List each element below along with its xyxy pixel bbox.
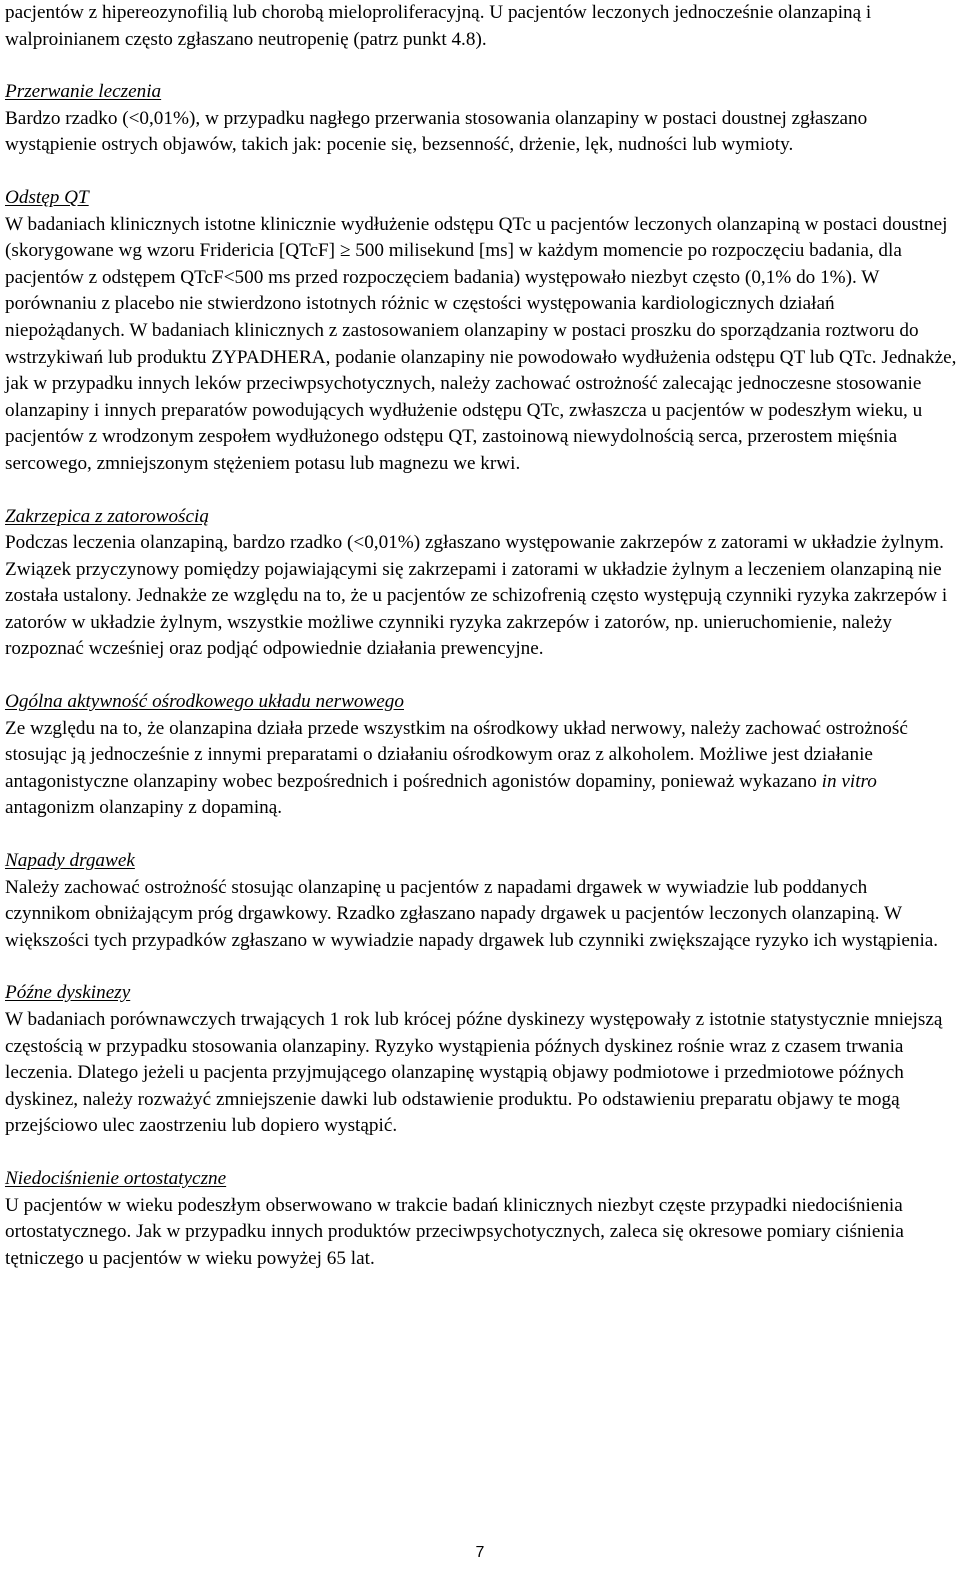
section-odstep-qt: [5, 185, 957, 478]
section-body: [5, 716, 957, 822]
section-ogolna-aktywnosc-oun: [5, 689, 957, 822]
section-heading: Niedociśnienie ortostatyczne: [5, 1167, 227, 1189]
intro-paragraph: pacjentów z hipereozynofilią lub chorobą mieloproliferacyjną. U pacjentów leczonych jednocześnie olanzapiną i walproinianem często zgłaszano neutropenię (patrz punkt 4.8).: [5, 2, 872, 50]
section-heading: Przerwanie leczenia: [5, 81, 162, 103]
section-napady-drgawek: [5, 848, 957, 954]
section-body: W badaniach klinicznych istotne klinicznie wydłużenie odstępu QTc u pacjentów leczonych olanzapiną w postaci doustnej (skorygowane wg wzoru Fridericia [QTcF] ≥ 500 milisekund [ms] w każdym momencie po rozpoczęciu badania, dla pacjentów z odstępem QTcF<500 ms przed rozpoczęciem badania) występowało niezbyt często (0,1% do 1%). W porównaniu z placebo nie stwierdzono istotnych różnic w częstości występowania kardiologicznych działań niepożądanych. W badaniach klinicznych z zastosowaniem olanzapiny w postaci proszku do sporządzania roztworu do wstrzykiwań lub produktu ZYPADHERA, podanie olanzapiny nie powodowało wydłużenia odstępu QT lub QTc. Jednakże, jak w przypadku innych leków przeciwpsychotycznych, należy zachować ostrożność zalecając jednoczesne stosowanie olanzapiny i innych preparatów powodujących wydłużenie odstępu QTc, zwłaszcza u pacjentów w podeszłym wieku, u pacjentów z wrodzonym zespołem wydłużonego odstępu QT, zastoinową niewydolnością serca, przerostem mięśnia sercowego, zmniejszonym stężeniem potasu lub magnezu we krwi.: [5, 213, 957, 474]
section-heading: Zakrzepica z zatorowością: [5, 505, 209, 527]
section-heading: Napady drgawek: [5, 850, 135, 872]
section-przerwanie-leczenia: [5, 79, 957, 159]
section-body: Należy zachować ostrożność stosując olanzapinę u pacjentów z napadami drgawek w wywiadzie lub poddanych czynnikom obniżającym próg drgawkowy. Rzadko zgłaszano napady drgawek u pacjentów leczonych olanzapiną. W większości tych przypadków zgłaszano w wywiadzie napady drgawek lub czynniki zwiększające ryzyko ich wystąpienia.: [5, 876, 939, 951]
section-body: W badaniach porównawczych trwających 1 rok lub krócej późne dyskinezy występowały z istotnie statystycznie mniejszą częstością w przypadku stosowania olanzapiny. Ryzyko wystąpienia późnych dyskinez rośnie wraz z czasem trwania leczenia. Dlatego jeżeli u pacjenta przyjmującego olanzapinę wystąpią objawy podmiotowe i przedmiotowe późnych dyskinez, należy rozważyć zmniejszenie dawki lub odstawienie produktu. Po odstawieniu preparatu objawy te mogą przejściowo ulec zaostrzeniu lub dopiero wystąpić.: [5, 1009, 943, 1137]
body-text-part: Ze względu na to, że olanzapina działa przede wszystkim na ośrodkowy układ nerwowy, należy zachować ostrożność stosując ją jednocześnie z innymi preparatami o działaniu ośrodkowym oraz z alkoholem. Możliwe jest działanie antagonistyczne olanzapiny wobec bezpośrednich i pośrednich agonistów dopaminy, ponieważ wykazano: [5, 717, 908, 792]
section-niedocisnienie-ortostatyczne: [5, 1166, 957, 1272]
section-zakrzepica: [5, 504, 957, 664]
page-number: 7: [475, 1544, 485, 1561]
section-body: Bardzo rzadko (<0,01%), w przypadku nagłego przerwania stosowania olanzapiny w postaci doustnej zgłaszano wystąpienie ostrych objawów, takich jak: pocenie się, bezsenność, drżenie, lęk, nudności lub wymioty.: [5, 107, 868, 156]
section-heading: Późne dyskinezy: [5, 982, 131, 1004]
italic-term: in vitro: [821, 770, 877, 792]
section-body: U pacjentów w wieku podeszłym obserwowano w trakcie badań klinicznych niezbyt częste przypadki niedociśnienia ortostatycznego. Jak w przypadku innych produktów przeciwpsychotycznych, zaleca się okresowe pomiary ciśnienia tętniczego u pacjentów w wieku powyżej 65 lat.: [5, 1194, 904, 1269]
body-text-part: antagonizm olanzapiny z dopaminą.: [5, 797, 283, 819]
section-body: Podczas leczenia olanzapiną, bardzo rzadko (<0,01%) zgłaszano występowanie zakrzepów z zatorami w układzie żylnym. Związek przyczynowy pomiędzy pojawiającymi się zakrzepami i zatorami w układzie żylnym a leczeniem olanzapiną nie została ustalony. Jednakże ze względu na to, że u pacjentów ze schizofrenią często występują czynniki ryzyka zakrzepów i zatorów w układzie żylnym, wszystkie możliwe czynniki ryzyka zakrzepów i zatorów, np. unieruchomienie, należy rozpoznać wcześniej oraz podjąć odpowiednie działania prewencyjne.: [5, 532, 948, 660]
section-heading: Odstęp QT: [5, 186, 89, 208]
document-page: [5, 0, 957, 1272]
section-heading: Ogólna aktywność ośrodkowego układu nerwowego: [5, 691, 404, 713]
section-pozne-dyskinezy: [5, 980, 957, 1140]
